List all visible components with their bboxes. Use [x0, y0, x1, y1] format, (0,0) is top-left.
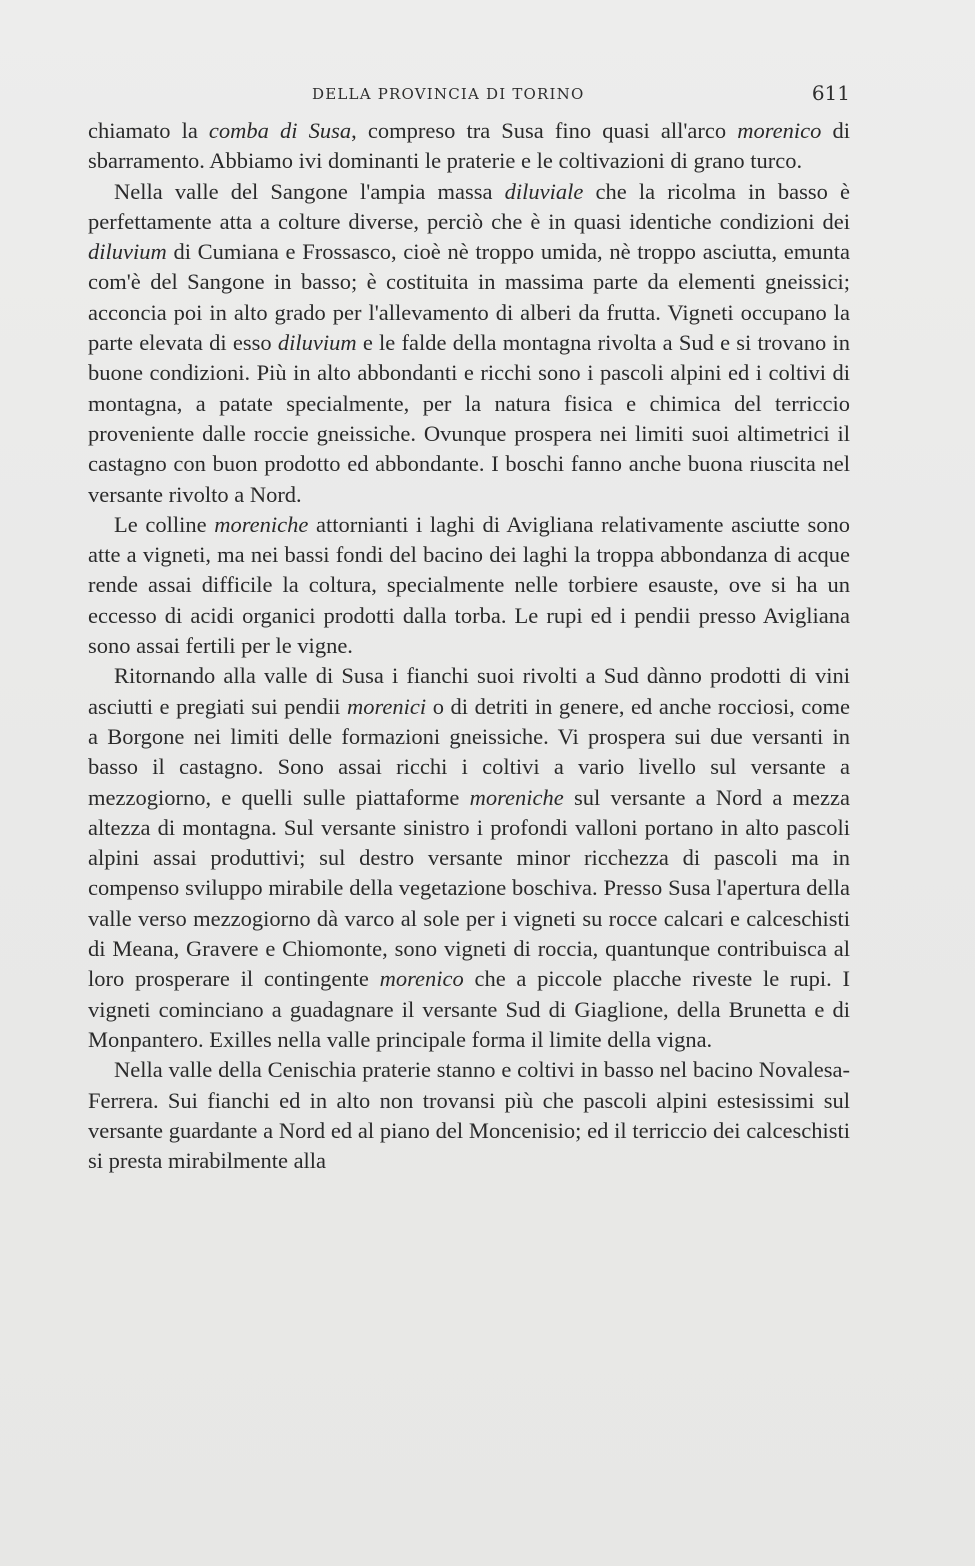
text-run: sul versante a Nord a mezza altezza di montagna. Sul versante sinistro i profondi valloni portano in alto pascoli alpini assai produttivi; sul destro versante minor ricchezza di pascoli ma in compenso sviluppo mirabile della vegetazione boschiva. Presso Susa l'apertura della valle verso mezzogiorno dà varco al sole per i vigneti su rocce calcari e calceschisti di Meana, Gravere e Chiomonte, sono vigneti di roccia, quantunque contribuisca al loro prosperare il contingente: [88, 784, 850, 992]
text-run: Nella valle del Sangone l'ampia massa: [114, 178, 505, 204]
italic-term: morenici: [346, 693, 427, 719]
paragraph-5: [88, 1055, 850, 1176]
text-run: Nella valle della Cenischia praterie stanno e coltivi in basso nel bacino Novalesa-Ferrera. Sui fianchi ed in alto non trovansi più che pascoli alpini estesissimi sul versante guardante a Nord ed al piano del Moncenisio; ed il terriccio dei calceschisti si presta mirabilmente alla: [88, 1057, 850, 1174]
text-run: , compreso tra Susa fino quasi all'arco: [351, 118, 738, 143]
text-run: di sbarramento. Abbiamo ivi dominanti le praterie e le coltivazioni di grano turco.: [88, 118, 850, 174]
paragraph-4: [88, 661, 850, 1055]
text-run: Ritornando alla valle di Susa i fianchi suoi rivolti a Sud dànno prodotti di vini asciutti e pregiati sui pendii: [88, 663, 850, 719]
italic-term: moreniche: [214, 511, 309, 537]
paragraph-1: [88, 116, 850, 177]
text-run: che a piccole placche riveste le rupi. I vigneti cominciano a guadagnare il versante Sud di Giaglione, della Brunetta e di Monpantero. Exilles nella valle principale forma il limite della vigna.: [88, 966, 851, 1052]
paragraph-3: [88, 510, 850, 661]
italic-term: morenico: [737, 118, 822, 143]
italic-term: comba di Susa: [208, 118, 352, 143]
page-number: 611: [811, 81, 850, 105]
text-run: Le colline: [114, 511, 215, 537]
page-header: [88, 81, 850, 109]
italic-term: diluvium: [277, 330, 357, 356]
text-run: e le falde della montagna rivolta a Sud e si trovano in buone condizioni. Più in alto abbondanti e ricchi sono i pascoli alpini ed i coltivi di montagna, a patate specialmente, per la natura fisica e chimica del terriccio proveniente dalle roccie gneissiche. Ovunque prospera nei limiti suoi altimetrici il castagno con buon prodotto ed abbondante. I boschi fanno anche buona riuscita nel versante rivolto a Nord.: [88, 330, 850, 507]
text-run: chiamato la: [88, 118, 209, 143]
body-text: [88, 116, 850, 1176]
paragraph-2: [88, 177, 850, 510]
running-title: DELLA PROVINCIA DI TORINO: [312, 85, 585, 103]
text-run: attornianti i laghi di Avigliana relativamente asciutte sono atte a vigneti, ma nei bassi fondi del bacino dei laghi la troppa abbondanza di acque rende assai difficile la coltura, specialmente nelle torbiere esauste, ove si ha un eccesso di acidi organici prodotti dalla torba. Le rupi ed i pendii presso Avigliana sono assai fertili per le vigne.: [88, 511, 850, 659]
italic-term: diluvium: [88, 239, 167, 265]
text-run: di Cumiana e Frossasco, cioè nè troppo umida, nè troppo asciutta, emunta com'è del Sangone in basso; è costituita in massima parte da elementi gneissici; acconcia poi in alto grado per l'allevamento di alberi da frutta. Vigneti occupano la parte elevata di esso: [88, 239, 850, 356]
italic-term: diluviale: [504, 178, 584, 204]
text-run: che la ricolma in basso è perfettamente atta a colture diverse, perciò che è in quasi identiche condizioni dei: [88, 178, 850, 234]
italic-term: moreniche: [469, 784, 564, 810]
text-run: o di detriti in genere, ed anche rocciosi, come a Borgone nei limiti delle formazioni gneissiche. Vi prospera sui due versanti in basso il castagno. Sono assai ricchi i coltivi a vario livello sul versante a mezzogiorno, e quelli sulle piattaforme: [88, 693, 850, 810]
italic-term: morenico: [379, 966, 464, 992]
